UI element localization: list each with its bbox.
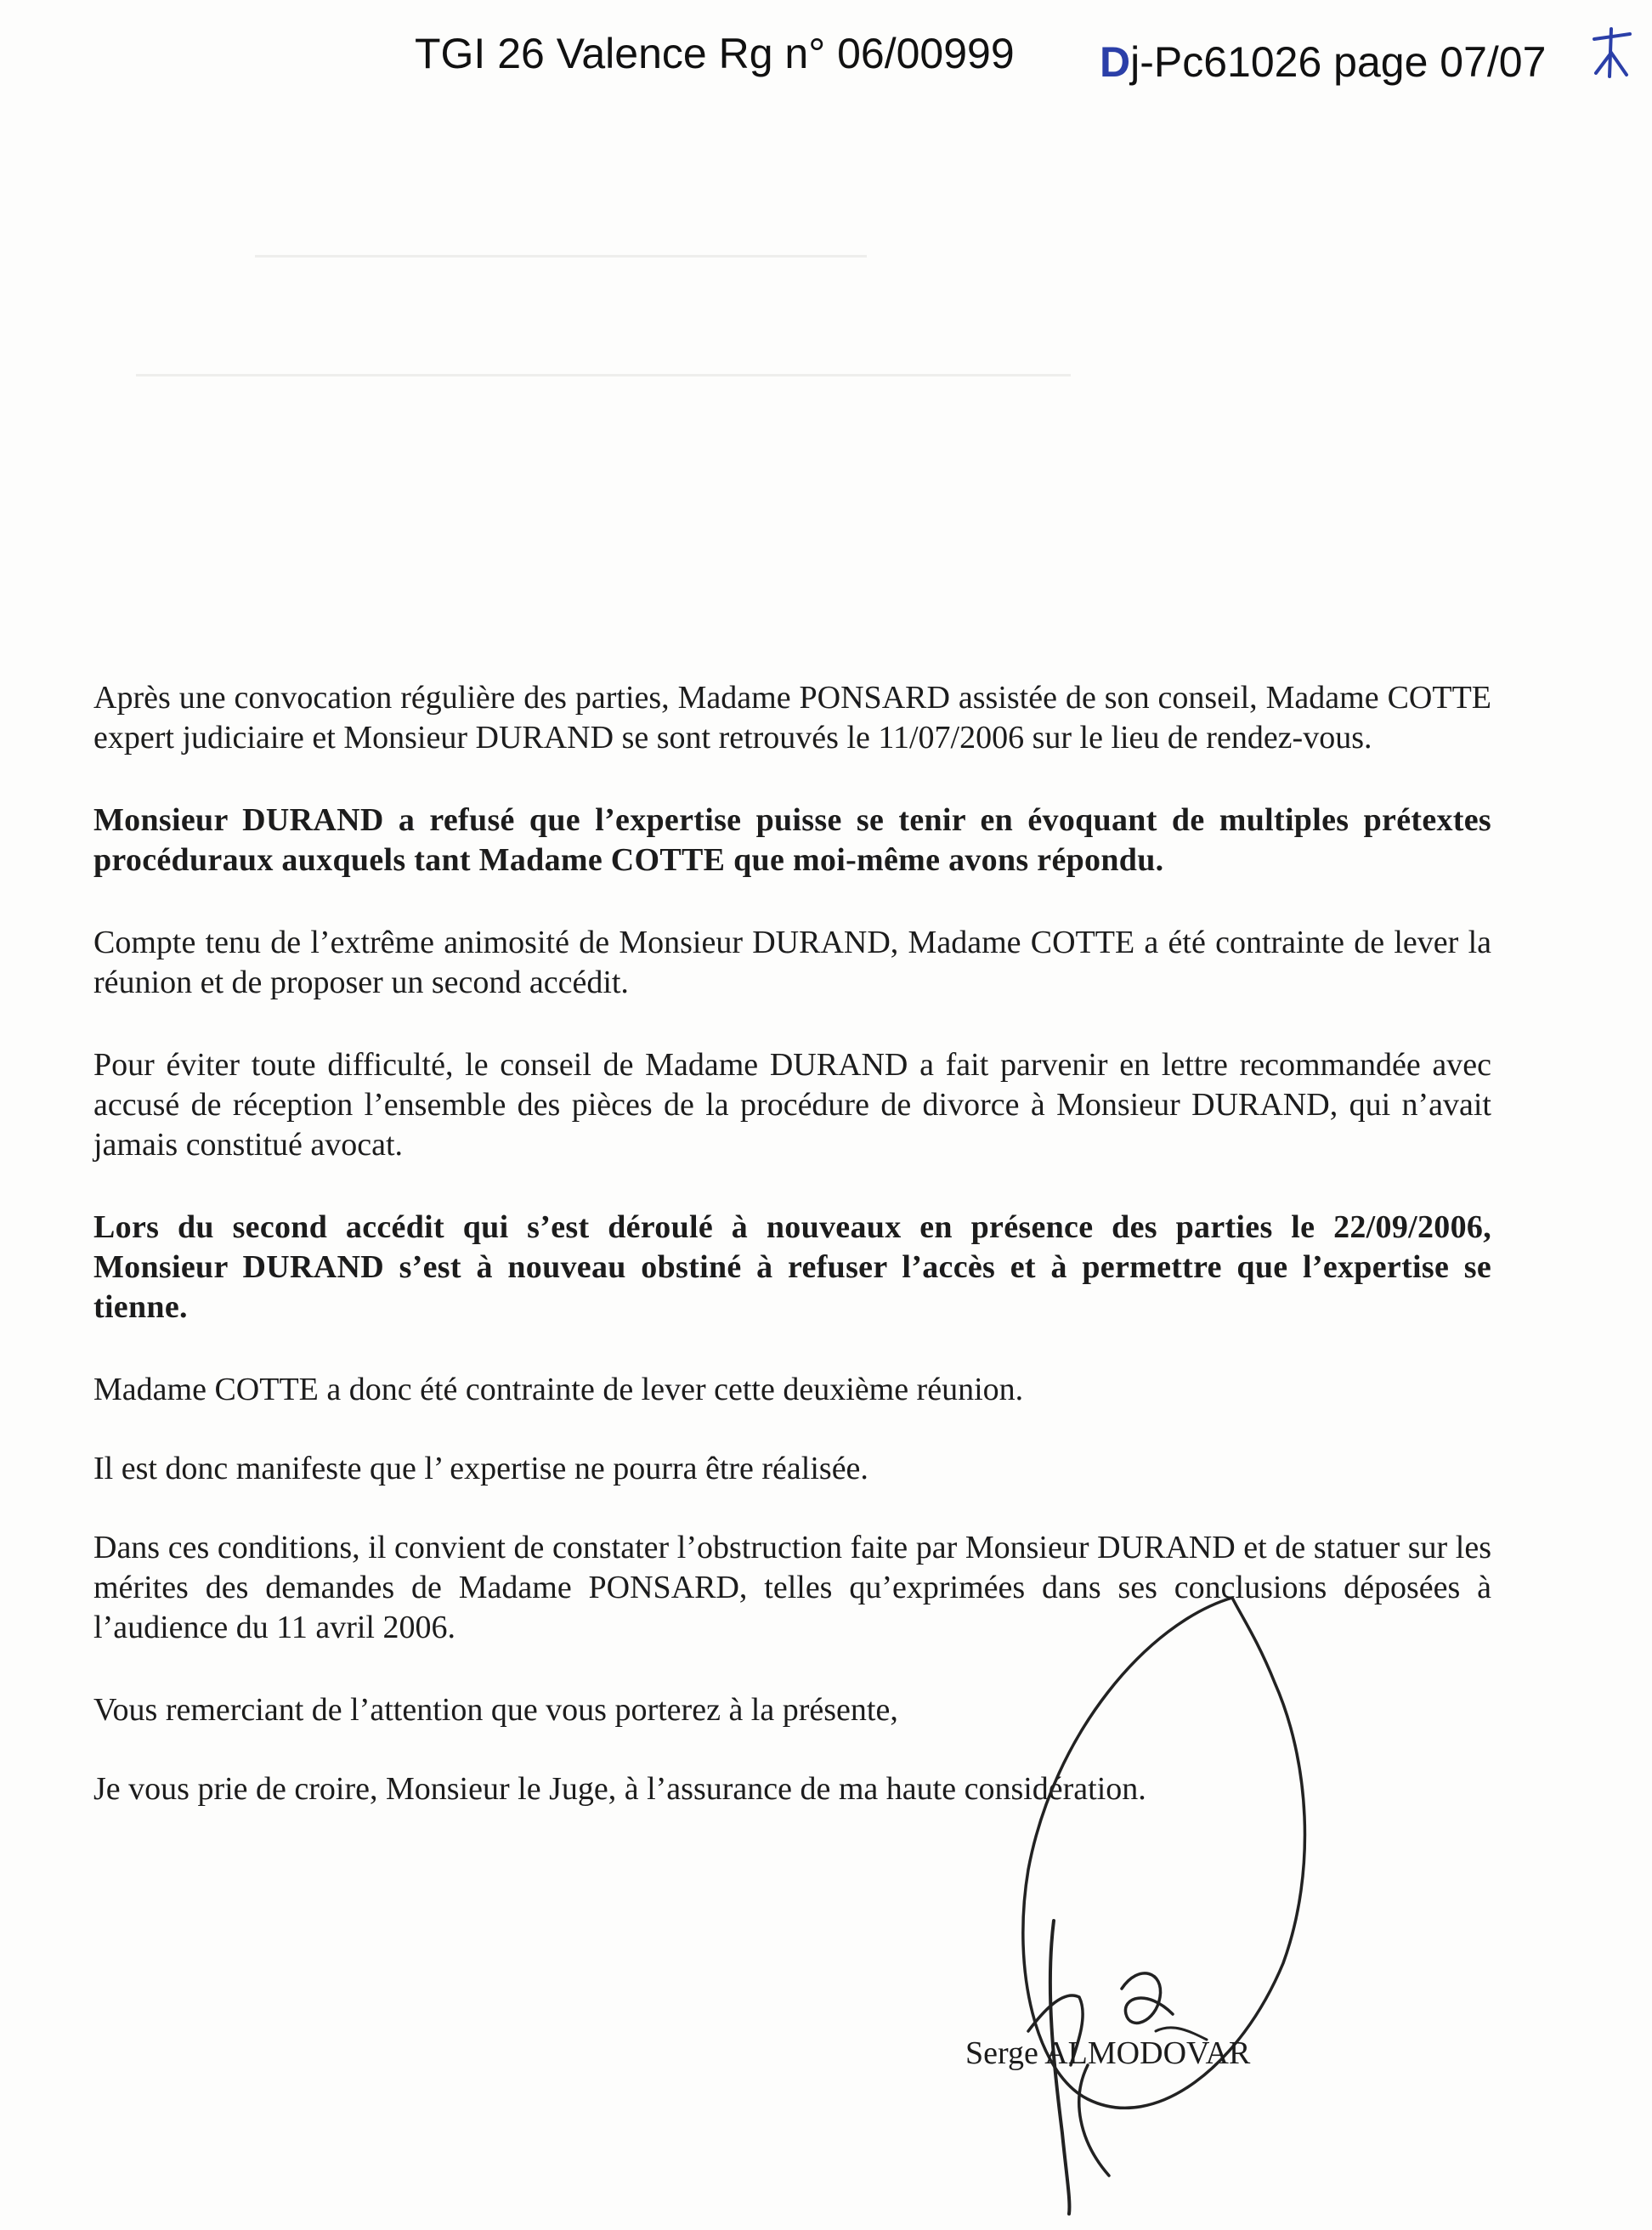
page-header xyxy=(415,29,1604,105)
paragraph-closing: Je vous prie de croire, Monsieur le Juge, à l’assurance de ma haute considération. xyxy=(93,1771,1146,1807)
signer-name: Serge ALMODOVAR xyxy=(965,2035,1251,2071)
paragraph-second-accedit: Lors du second accédit qui s’est déroulé à nouveaux en présence des parties le 22/09/2006, Monsieur DURAND s’est à nouveau obstiné à refuser l’accès et à permettre que l’expertise se tienne. xyxy=(93,1209,1491,1325)
document-reference xyxy=(1100,37,1546,87)
paragraph-meeting: Après une convocation régulière des parties, Madame PONSARD assistée de son conseil, Madame COTTE expert judiciaire et Monsieur DURAND se sont retrouvés le 11/07/2006 sur le lieu de rendez-vous. xyxy=(93,680,1491,756)
paragraph-second-meeting-lifted: Madame COTTE a donc été contrainte de lever cette deuxième réunion. xyxy=(93,1372,1024,1407)
paragraph-thanks: Vous remerciant de l’attention que vous porterez à la présente, xyxy=(93,1692,898,1728)
paragraph-request: Dans ces conditions, il convient de constater l’obstruction faite par Monsieur DURAND et de statuer sur les mérites des demandes de Madame PONSARD, telles qu’exprimées dans ses conclusions déposées à l’audience du 11 avril 2006. xyxy=(93,1530,1491,1645)
document-reference-text: j-Pc61026 page 07/07 xyxy=(1130,38,1547,86)
faint-scan-artifact xyxy=(255,255,867,258)
handwritten-star-mark-icon xyxy=(1586,24,1637,92)
handwritten-signature xyxy=(960,1589,1555,2218)
paragraph-documents-sent: Pour éviter toute difficulté, le conseil de Madame DURAND a fait parvenir en lettre recommandée avec accusé de réception l’ensemble des pièces de la procédure de divorce à Monsieur DURAND, qui n’avait jamais constitué avocat. xyxy=(93,1047,1491,1163)
court-reference: TGI 26 Valence Rg n° 06/00999 xyxy=(415,30,1015,77)
faint-scan-artifact xyxy=(136,374,1071,376)
pen-overwritten-letter: D xyxy=(1100,38,1131,86)
paragraph-expertise-impossible: Il est donc manifeste que l’ expertise ne pourra être réalisée. xyxy=(93,1451,868,1486)
paragraph-refusal: Monsieur DURAND a refusé que l’expertise puisse se tenir en évoquant de multiples prétextes procéduraux auxquels tant Madame COTTE que moi-même avons répondu. xyxy=(93,802,1491,878)
paragraph-animosity: Compte tenu de l’extrême animosité de Monsieur DURAND, Madame COTTE a été contrainte de lever la réunion et de proposer un second accédit. xyxy=(93,925,1491,1000)
signature-scribble-icon xyxy=(960,1589,1555,2218)
